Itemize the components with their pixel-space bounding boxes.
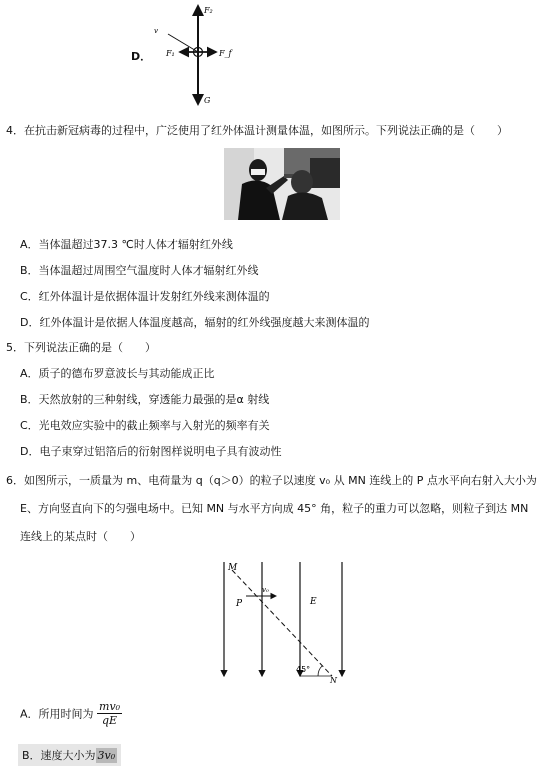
- label-v0: v₀: [262, 586, 269, 594]
- q4-option-b: B．当体温超过周围空气温度时人体才辐射红外线: [20, 264, 259, 277]
- q5-option-d: D．电子束穿过铝箔后的衍射图样说明电子具有波动性: [20, 445, 282, 458]
- v-label: v: [154, 27, 158, 35]
- q4-option-d: D．红外体温计是依据人体温度越高，辐射的红外线强度越大来测体温的: [20, 316, 370, 329]
- q4-option-c: C．红外体温计是依据体温计发射红外线来测体温的: [20, 290, 270, 303]
- force-diagram: [150, 0, 230, 110]
- q6-stem-line2: E、方向竖直向下的匀强电场中。已知 MN 与水平方向成 45° 角，粒子的重力可以忽略，则粒子到达 MN: [20, 502, 529, 515]
- q6-option-a: [20, 700, 122, 727]
- ff-label: F_f: [219, 49, 232, 58]
- label-angle: 45°: [296, 665, 311, 674]
- g-label: G: [204, 96, 211, 105]
- q6-field-diagram: [214, 556, 356, 684]
- q6-option-a-numerator: mv₀: [99, 700, 121, 713]
- label-p: P: [236, 599, 243, 609]
- q5-option-a: A．质子的德布罗意波长与其动能成正比: [20, 367, 215, 380]
- q6-option-b-prefix: B．速度大小为: [22, 749, 96, 762]
- q6-stem-line3: 连线上的某点时（ ）: [20, 530, 141, 543]
- q4-option-a: A．当体温超过37.3 ℃时人体才辐射红外线: [20, 238, 233, 251]
- q6-option-a-fraction: [97, 700, 122, 727]
- force-diagram-option-label: D．: [131, 50, 152, 63]
- angle-arc: [318, 666, 322, 676]
- q5-stem: 5．下列说法正确的是（ ）: [6, 341, 156, 354]
- q6-option-b-value: 3v₀: [97, 749, 116, 762]
- q5-option-b: B．天然放射的三种射线，穿透能力最强的是α 射线: [20, 393, 270, 406]
- f1-label: F₁: [166, 49, 175, 58]
- f2-label: F₂: [204, 6, 213, 15]
- mn-line: [232, 570, 332, 676]
- q4-stem: 4．在抗击新冠病毒的过程中，广泛使用了红外体温计测量体温，如图所示。下列说法正确的是（ ）: [6, 124, 508, 137]
- q6-option-a-prefix: A．所用时间为: [20, 707, 94, 721]
- q4-photo: [224, 148, 340, 220]
- label-m: M: [228, 563, 238, 573]
- label-n: N: [330, 676, 337, 685]
- q6-option-a-denominator: qE: [102, 714, 118, 727]
- q6-option-b: [18, 744, 121, 766]
- q6-stem-line1: 6．如图所示，一质量为 m、电荷量为 q（q＞0）的粒子以速度 v₀ 从 MN 连线上的 P 点水平向右射入大小为: [6, 474, 537, 487]
- q5-option-c: C．光电效应实验中的截止频率与入射光的频率有关: [20, 419, 270, 432]
- label-e: E: [310, 597, 317, 607]
